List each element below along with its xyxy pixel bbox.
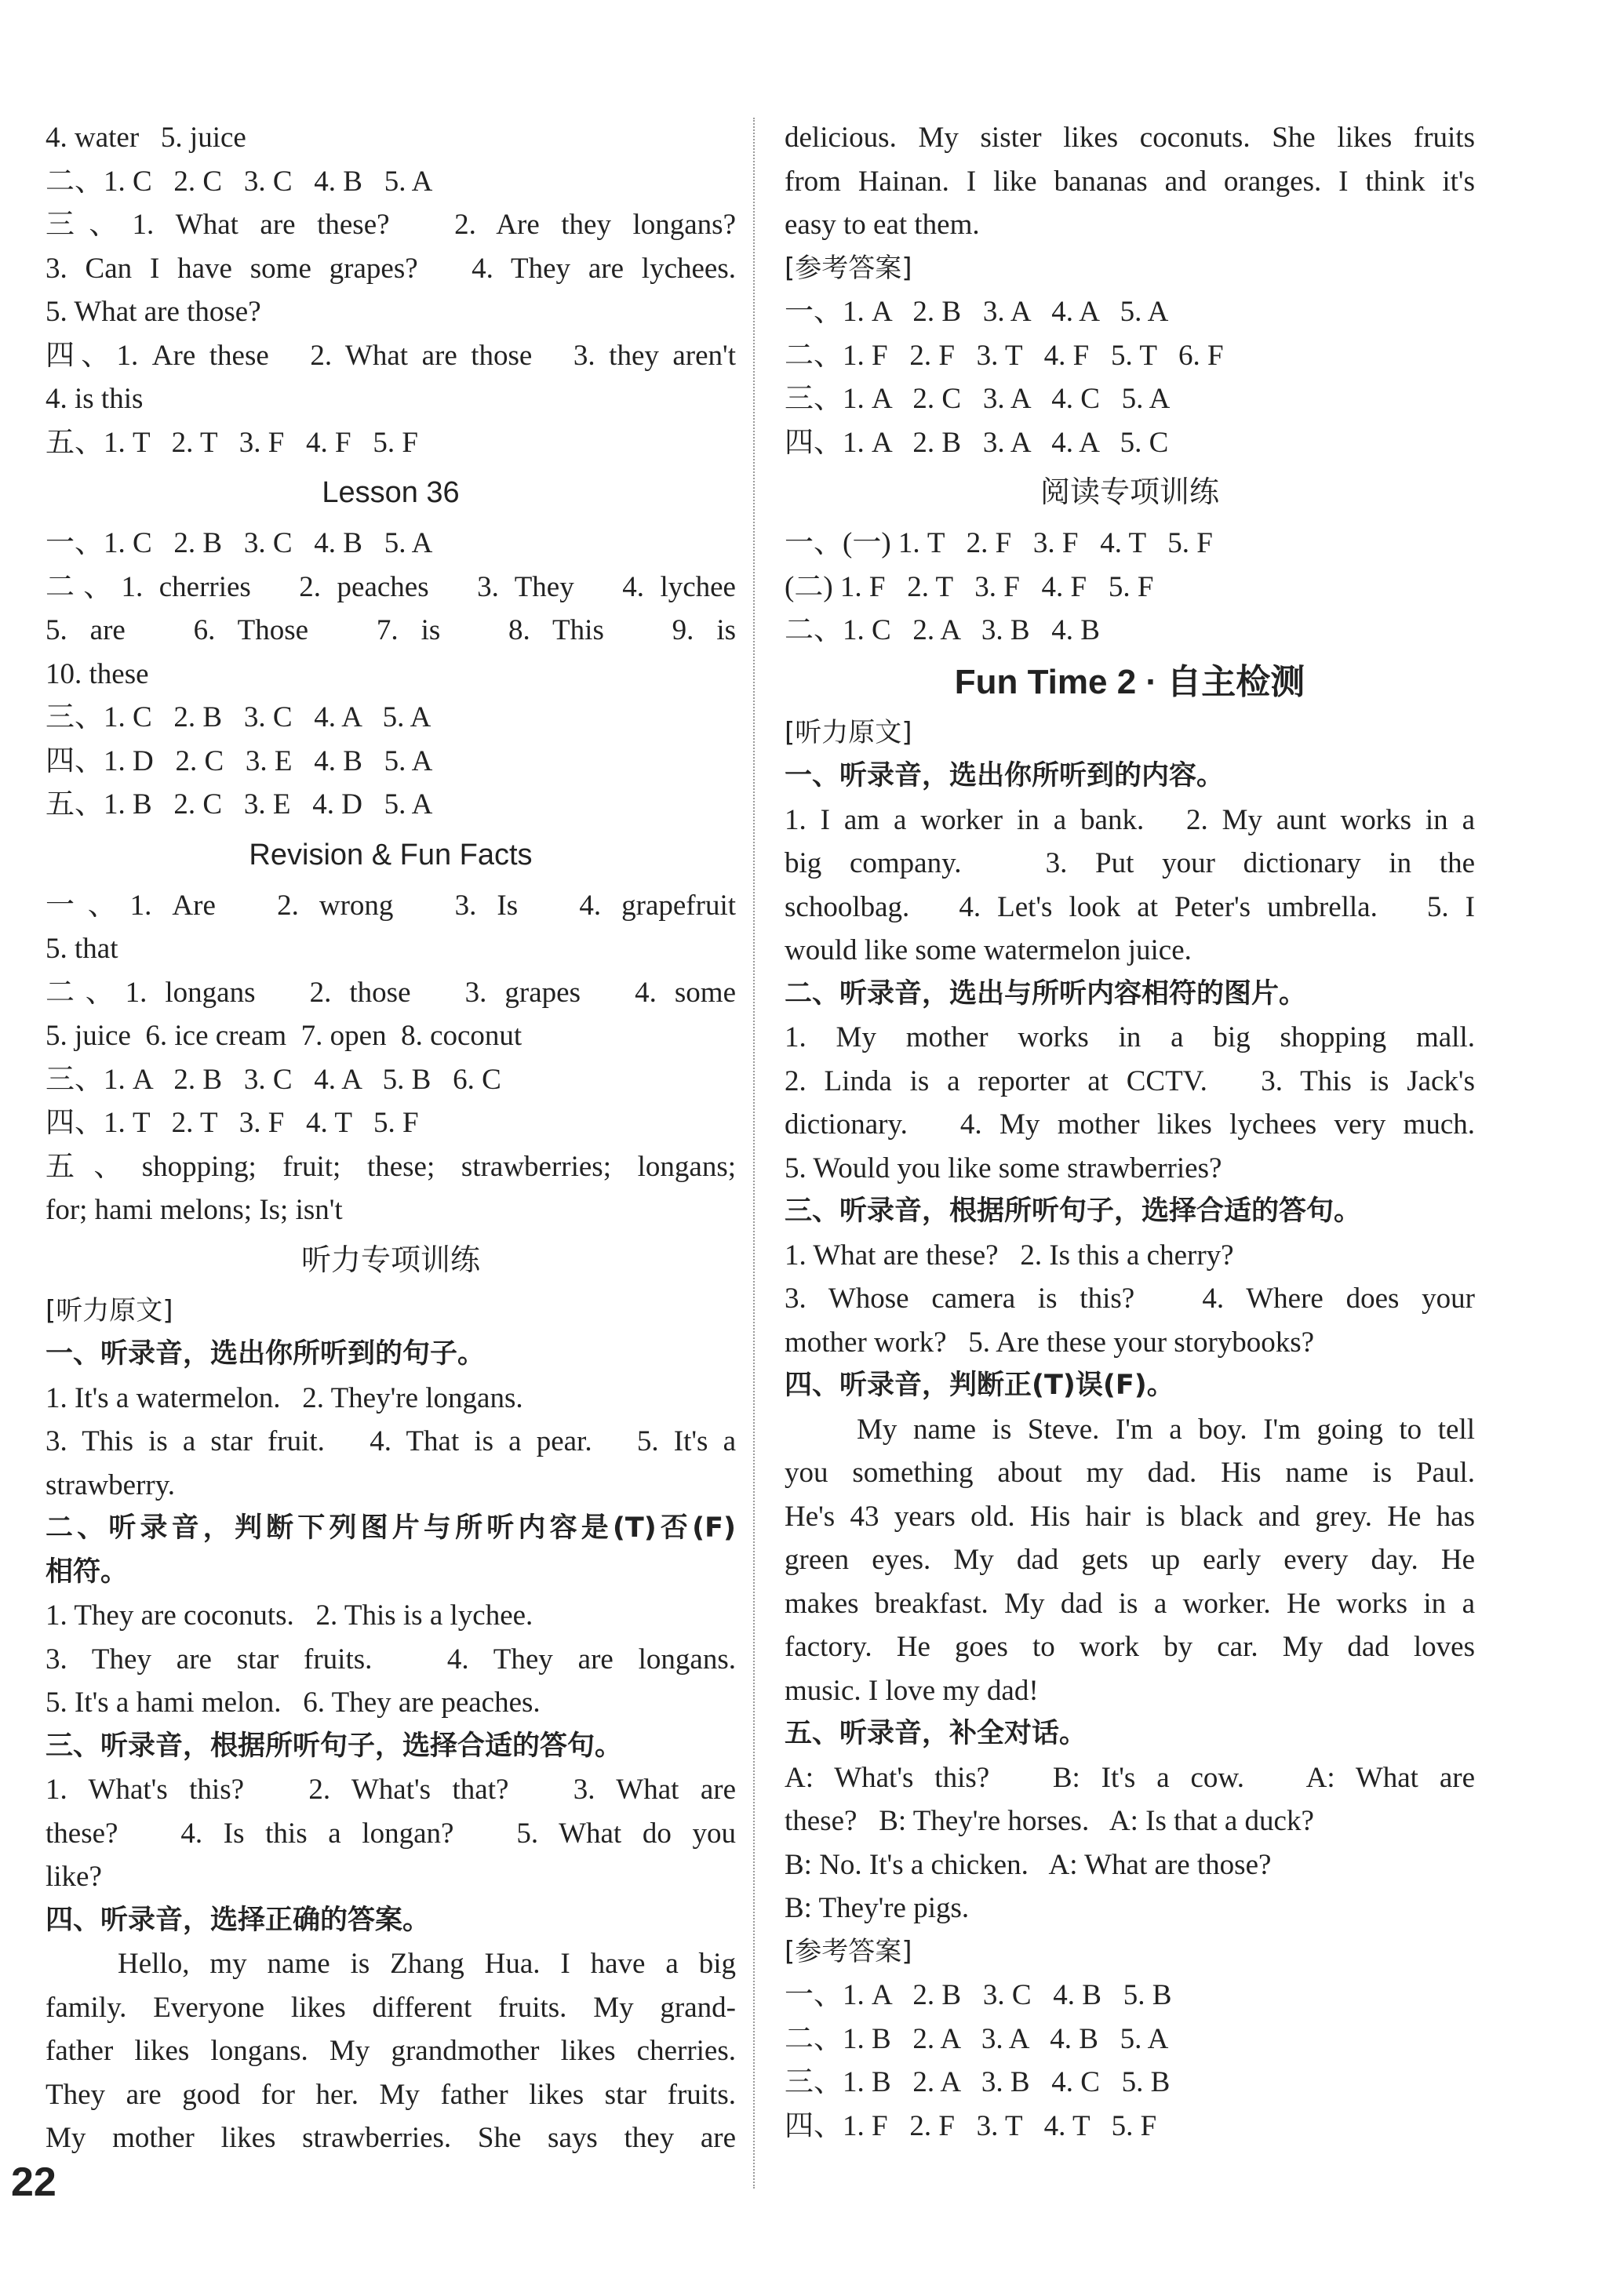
question-heading: 一、听录音，选出你所听到的句子。 — [46, 1338, 486, 1370]
page-number: 22 — [11, 2160, 56, 2205]
question-heading: 三、听录音，根据所听句子，选择合适的答句。 — [46, 1730, 623, 1762]
section-tag: [参考答案] — [785, 252, 912, 284]
text-line: schoolbag. 4. Let's look at Peter's umbrella. 5. I — [785, 890, 1475, 923]
text-line: dictionary. 4. My mother likes lychees very much. — [785, 1108, 1475, 1141]
text-line: strawberry. — [46, 1468, 176, 1501]
text-line: 3. Can I have some grapes? 4. They are lychees. — [46, 252, 736, 285]
text-line: these? 4. Is this a longan? 5. What do you — [46, 1817, 736, 1850]
question-heading: 相符。 — [46, 1556, 129, 1588]
question-heading: 五、听录音，补全对话。 — [785, 1718, 1087, 1749]
text-line: family. Everyone likes different fruits. My grand- — [46, 1991, 736, 2024]
text-line: 一、1. A 2. B 3. A 4. A 5. A — [785, 296, 1169, 328]
text-line: 五、shopping; fruit; these; strawberries; longans; — [46, 1150, 736, 1183]
text-line: 4. water 5. juice — [46, 122, 246, 154]
text-line: would like some watermelon juice. — [785, 934, 1192, 966]
text-line: 一、(一) 1. T 2. F 3. F 4. T 5. F — [785, 527, 1213, 559]
text-line: 5. juice 6. ice cream 7. open 8. coconut — [46, 1020, 522, 1052]
section-heading: 阅读专项训练 — [1040, 476, 1219, 509]
right-column — [785, 116, 1475, 2148]
text-line: 1. My mother works in a big shopping mall. — [785, 1021, 1475, 1053]
text-line: like? — [46, 1861, 102, 1893]
text-line: 三、1. A 2. C 3. A 4. C 5. A — [785, 383, 1171, 415]
text-line: 10. these — [46, 657, 149, 690]
text-line: 二、1. F 2. F 3. T 4. F 5. T 6. F — [785, 339, 1224, 372]
text-line: 四、1. D 2. C 3. E 4. B 5. A — [46, 744, 433, 777]
section-tag: [听力原文] — [785, 716, 912, 748]
text-line: 四、1. Are these 2. What are those 3. they aren't — [46, 339, 736, 372]
section-tag: [听力原文] — [46, 1294, 173, 1326]
text-line: 2. Linda is a reporter at CCTV. 3. This is Jack's — [785, 1064, 1475, 1097]
text-line: A: What's this? B: It's a cow. A: What are — [785, 1761, 1475, 1794]
text-line: 三、1. A 2. B 3. C 4. A 5. B 6. C — [46, 1063, 501, 1096]
text-line: 二、1. B 2. A 3. A 4. B 5. A — [785, 2022, 1169, 2055]
text-line: from Hainan. I like bananas and oranges. I think it's — [785, 165, 1475, 198]
text-line: father likes longans. My grandmother likes cherries. — [46, 2035, 736, 2067]
text-line: 3. They are star fruits. 4. They are longans. — [46, 1643, 736, 1676]
section-heading: 听力专项训练 — [300, 1243, 480, 1277]
text-line: He's 43 years old. His hair is black and grey. He has — [785, 1500, 1475, 1533]
text-line: easy to eat them. — [785, 209, 980, 241]
text-line: 四、1. T 2. T 3. F 4. T 5. F — [46, 1107, 419, 1139]
question-heading: 二、听录音，选出与所听内容相符的图片。 — [785, 977, 1307, 1010]
text-line: 3. This is a star fruit. 4. That is a pear. 5. It's a — [46, 1425, 736, 1457]
text-line: these? B: They're horses. A: Is that a duck? — [785, 1805, 1314, 1837]
text-line: 1. It's a watermelon. 2. They're longans. — [46, 1381, 523, 1414]
text-line: 二、1. cherries 2. peaches 3. They 4. lychee — [46, 570, 736, 603]
text-line: They are good for her. My father likes star fruits. — [46, 2078, 736, 2111]
column-divider — [753, 118, 755, 2189]
text-line: 一、1. A 2. B 3. C 4. B 5. B — [785, 1979, 1172, 2011]
text-line: B: They're pigs. — [785, 1892, 970, 1924]
text-line: 四、1. A 2. B 3. A 4. A 5. C — [785, 426, 1169, 459]
text-line: green eyes. My dad gets up early every day. He — [785, 1544, 1475, 1576]
text-line: you something about my dad. His name is Paul. — [785, 1457, 1475, 1489]
text-line: 一、1. Are 2. wrong 3. Is 4. grapefruit — [46, 889, 736, 922]
text-line: 1. What's this? 2. What's that? 3. What are — [46, 1774, 736, 1806]
text-line: Hello, my name is Zhang Hua. I have a big — [118, 1948, 736, 1980]
text-line: 4. is this — [46, 383, 144, 415]
text-line: factory. He goes to work by car. My dad loves — [785, 1631, 1475, 1663]
text-line: big company. 3. Put your dictionary in the — [785, 847, 1475, 879]
text-line: 五、1. B 2. C 3. E 4. D 5. A — [46, 788, 433, 821]
section-heading: Lesson 36 — [322, 476, 460, 509]
text-line: 5. Would you like some strawberries? — [785, 1152, 1222, 1184]
text-line: 三、1. C 2. B 3. C 4. A 5. A — [46, 701, 431, 733]
text-line: mother work? 5. Are these your storybooks? — [785, 1326, 1315, 1359]
text-line: 二、1. C 2. A 3. B 4. B — [785, 614, 1100, 646]
text-line: 二、1. C 2. C 3. C 4. B 5. A — [46, 165, 433, 198]
text-line: My mother likes strawberries. She says they are — [46, 2122, 736, 2154]
text-line: 1. They are coconuts. 2. This is a lychee. — [46, 1599, 533, 1632]
section-heading: Fun Time 2 · 自主检测 — [954, 662, 1305, 701]
text-line: 1. What are these? 2. Is this a cherry? — [785, 1239, 1234, 1272]
text-line: 一、1. C 2. B 3. C 4. B 5. A — [46, 527, 433, 559]
question-heading: 四、听录音，判断正(T)误(F)。 — [785, 1370, 1174, 1401]
question-heading: 一、听录音，选出你所听到的内容。 — [785, 760, 1225, 791]
text-line: B: No. It's a chicken. A: What are those? — [785, 1848, 1272, 1881]
text-line: makes breakfast. My dad is a worker. He works in a — [785, 1587, 1475, 1620]
section-tag: [参考答案] — [785, 1935, 912, 1967]
text-line: 3. Whose camera is this? 4. Where does your — [785, 1283, 1475, 1315]
text-line: delicious. My sister likes coconuts. She likes fruits — [785, 122, 1475, 154]
text-line: 三、1. B 2. A 3. B 4. C 5. B — [785, 2066, 1171, 2098]
section-heading: Revision & Fun Facts — [249, 838, 533, 871]
text-line: 5. It's a hami melon. 6. They are peaches. — [46, 1687, 541, 1719]
text-line: 二、1. longans 2. those 3. grapes 4. some — [46, 976, 736, 1009]
text-line: 三、1. What are these? 2. Are they longans? — [46, 209, 736, 241]
text-line: 5. What are those? — [46, 296, 261, 328]
text-line: 四、1. F 2. F 3. T 4. T 5. F — [785, 2109, 1157, 2142]
text-line: 5. are 6. Those 7. is 8. This 9. is — [46, 614, 736, 646]
question-heading: 四、听录音，选择正确的答案。 — [46, 1904, 431, 1936]
text-line: 1. I am a worker in a bank. 2. My aunt works in a — [785, 803, 1475, 836]
text-line: 5. that — [46, 933, 118, 965]
left-column — [46, 116, 736, 2160]
text-line: 五、1. T 2. T 3. F 4. F 5. F — [46, 426, 418, 459]
text-line: for; hami melons; Is; isn't — [46, 1194, 343, 1226]
text-line: music. I love my dad! — [785, 1674, 1039, 1707]
text-line: (二) 1. F 2. T 3. F 4. F 5. F — [785, 570, 1154, 603]
question-heading: 三、听录音，根据所听句子，选择合适的答句。 — [785, 1195, 1362, 1227]
text-line: My name is Steve. I'm a boy. I'm going to tell — [857, 1413, 1475, 1446]
question-heading: 二、听录音，判断下列图片与所听内容是(T)否(F) — [46, 1512, 736, 1544]
